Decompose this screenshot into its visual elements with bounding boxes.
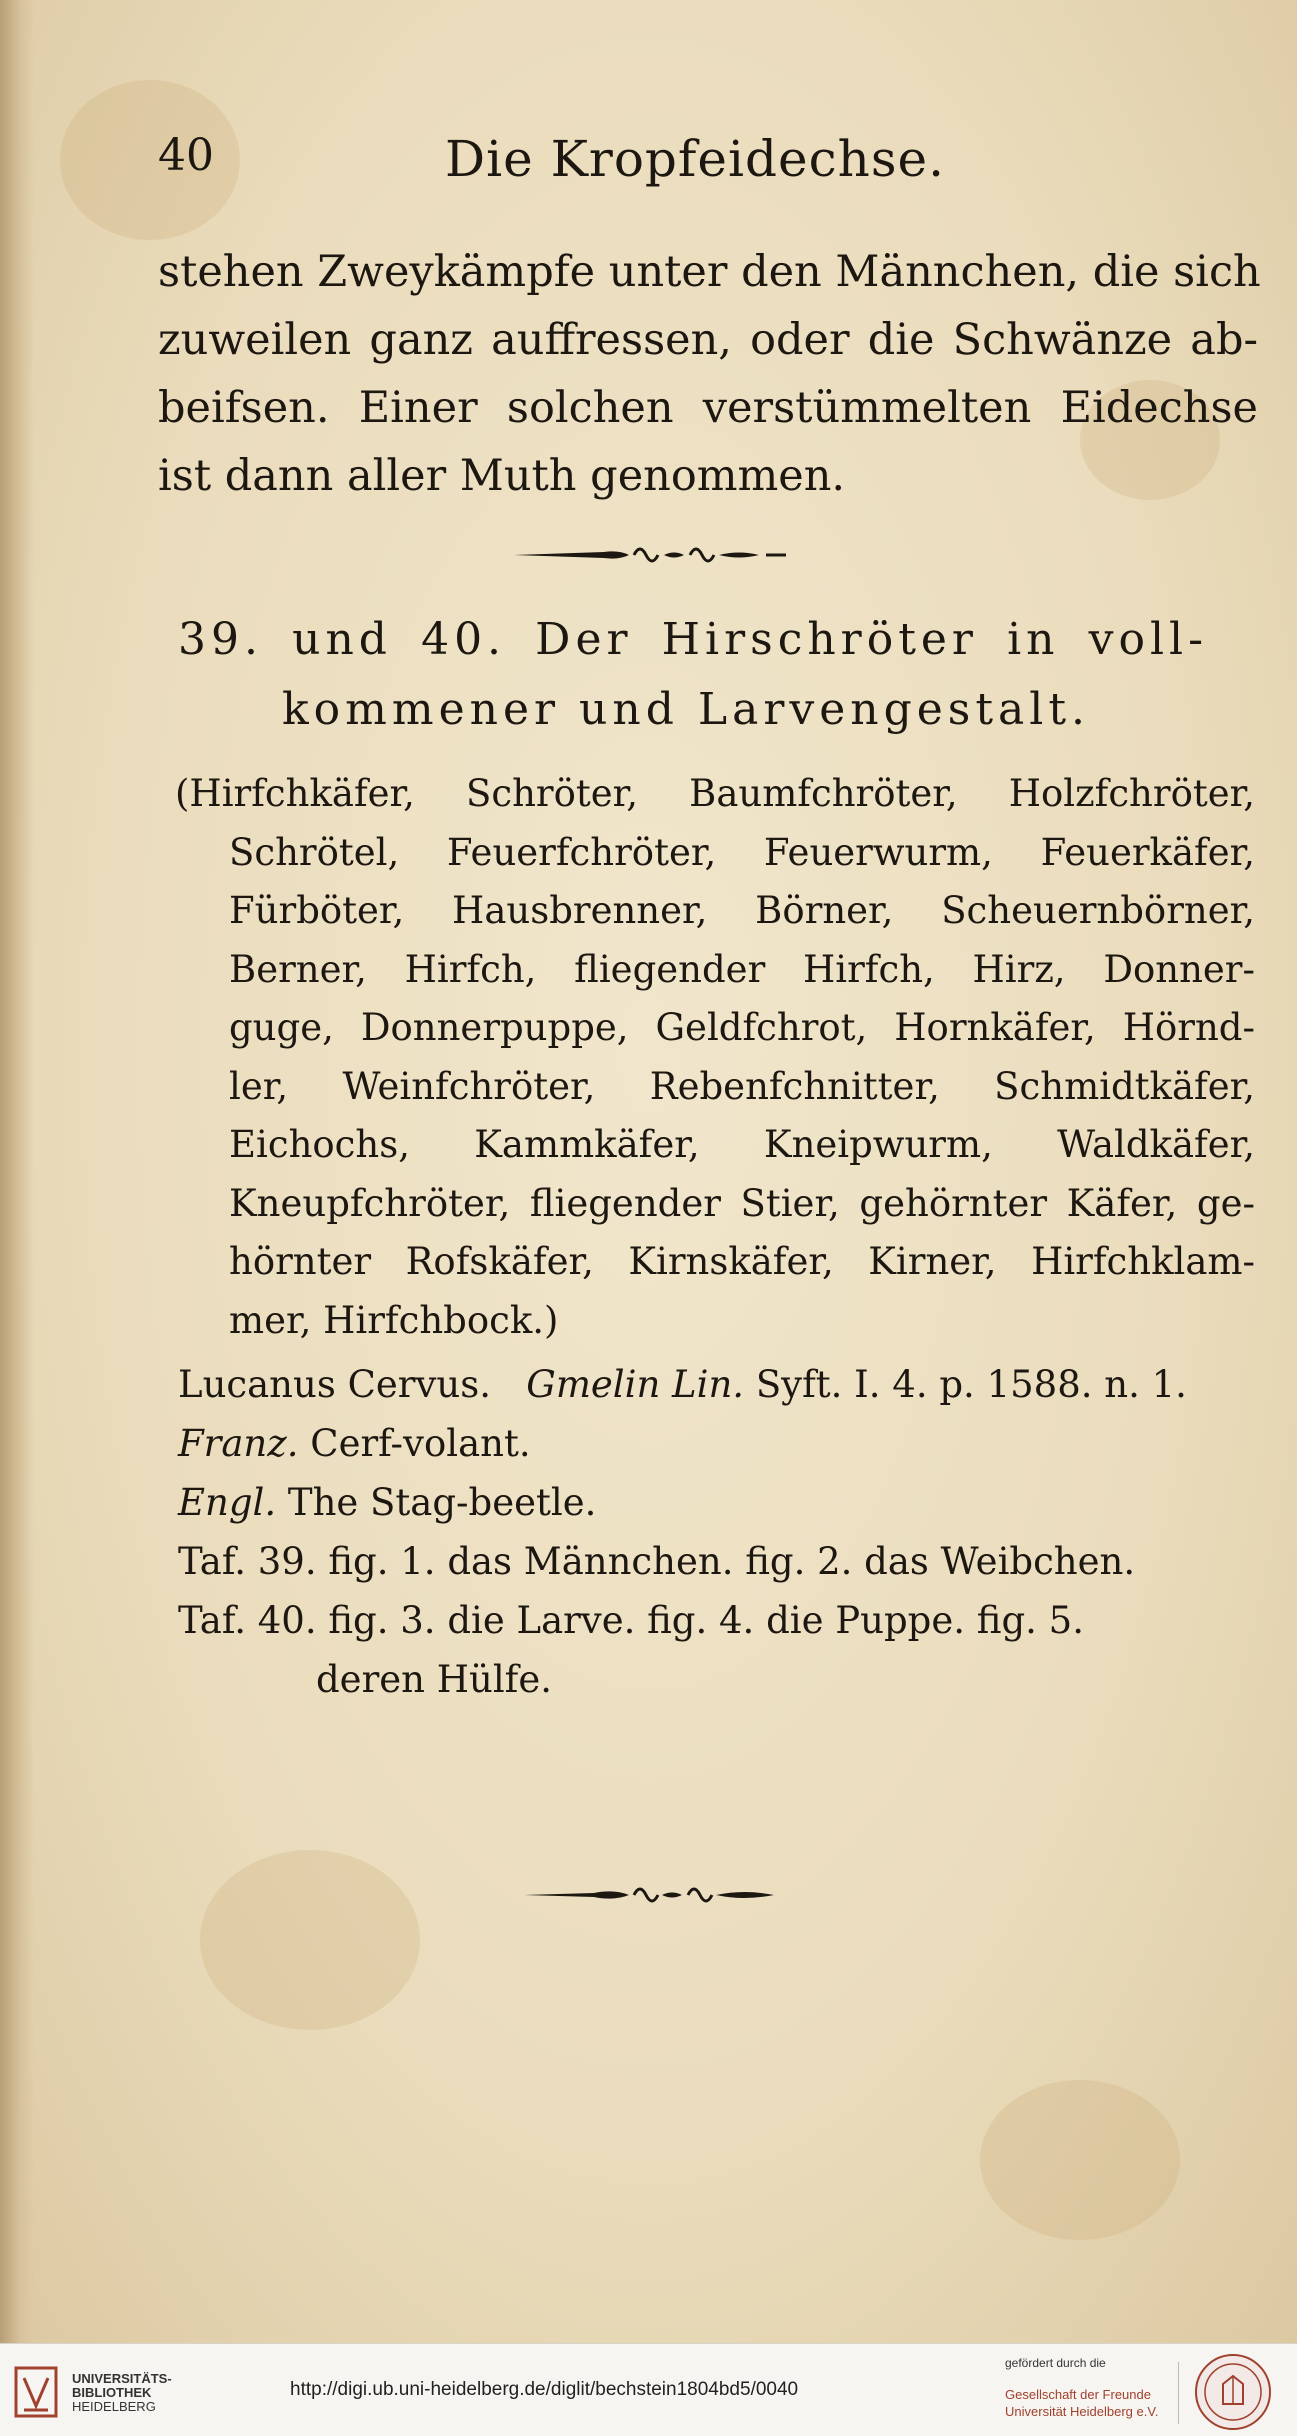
synonym-line: guge, Donnerpuppe, Geldfchrot, Hornkäfer, Hörnd- [229,1006,1255,1049]
synonym-line: hörnter Rofskäfer, Kirnskäfer, Kirner, Hirfchklam- [229,1240,1255,1283]
synonym-line: Eichochs, Kammkäfer, Kneipwurm, Waldkäfer, [229,1123,1255,1166]
library-name-line: BIBLIOTHEK [72,2385,152,2400]
divider [1178,2362,1179,2424]
sponsor-label: gefördert durch die [1005,2356,1106,2370]
sponsor-line: Gesellschaft der Freunde [1005,2387,1151,2402]
page-header [0,130,1297,200]
synonym-line: Schrötel, Feuerfchröter, Feuerwurm, Feuerkäfer, [229,830,1255,874]
synonym-line: ler, Weinfchröter, Rebenfchnitter, Schmidtkäfer, [229,1064,1255,1108]
stain [980,2080,1180,2240]
page-number: 40 [158,130,214,181]
digitization-footer [0,2343,1297,2436]
library-name-line: HEIDELBERG [72,2399,156,2414]
plate-reference: Taf. 39. fig. 1. das Männchen. fig. 2. das Weibchen. [178,1540,1136,1583]
references [178,1355,1258,1709]
page-gutter [0,0,34,2343]
reference-english [178,1473,1258,1532]
heading-line-1: 39. und 40. Der Hirschröter in voll- [178,614,1208,665]
synonym-list [175,765,1255,1350]
common-name: Cerf-volant. [310,1422,531,1465]
common-name: The Stag-beetle. [287,1481,597,1524]
university-seal-icon [1193,2352,1273,2432]
running-title: Die Kropfeidechse. [445,130,945,188]
species-name: Lucanus Cervus. [178,1363,491,1406]
citation-ref: Syft. I. 4. p. 1588. n. 1. [755,1363,1187,1406]
language-label: Engl. [178,1481,277,1524]
heading-line-2: kommener und Larvengestalt. [282,684,1091,735]
plate-reference: Taf. 40. fig. 3. die Larve. fig. 4. die Puppe. fig. 5. [178,1599,1084,1642]
paragraph-continuation [158,238,1261,510]
sponsor-line: Universität Heidelberg e.V. [1005,2404,1159,2419]
text-line: stehen Zweykämpfe unter den Männchen, die sich [158,247,1261,297]
text-line: ist dann aller Muth genommen. [158,451,846,501]
library-name-line: UNIVERSITÄTS- [72,2371,172,2386]
reference-linnaeus [178,1355,1258,1414]
ornament-divider [0,540,1297,570]
ornament-divider-end [0,1880,1297,1910]
permalink[interactable]: http://digi.ub.uni-heidelberg.de/diglit/bechstein1804bd5/0040 [290,2379,799,2400]
sponsor-name [1005,2386,1158,2420]
synonym-line: Kneupfchröter, fliegender Stier, gehörnter Käfer, ge- [229,1181,1255,1225]
text-line: beifsen. Einer solchen verstümmelten Eidechse [158,383,1258,433]
stain [200,1850,420,2030]
synonym-line: mer, Hirfchbock.) [229,1298,559,1342]
citation-author: Gmelin Lin. [526,1363,745,1406]
text-line: zuweilen ganz auffressen, oder die Schwänze ab- [158,315,1258,365]
synonym-line: Berner, Hirfch, fliegender Hirfch, Hirz, Donner- [229,947,1255,991]
library-name [72,2372,172,2414]
reference-french [178,1414,1258,1473]
plate-reference-cont: deren Hülfe. [316,1658,553,1701]
library-logo-icon [14,2366,58,2418]
synonym-line: Fürböter, Hausbrenner, Börner, Scheuernbörner, [229,889,1255,932]
synonym-line: (Hirfchkäfer, Schröter, Baumfchröter, Holzfchröter, [175,772,1255,815]
language-label: Franz. [178,1422,299,1465]
